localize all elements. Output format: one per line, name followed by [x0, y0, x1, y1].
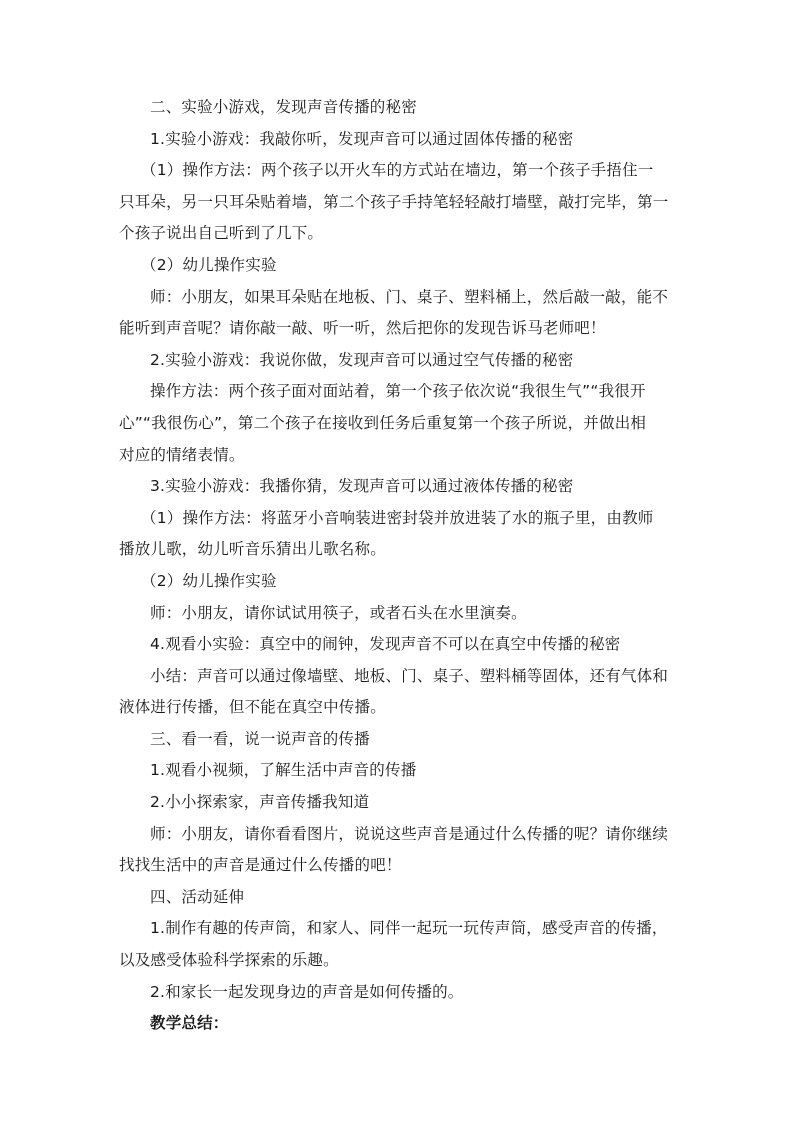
summary-line: 小结：声音可以通过像墙壁、地板、门、桌子、塑料桶等固体，还有气体和 — [150, 666, 669, 685]
paragraph-line: 操作方法：两个孩子面对面站着，第一个孩子依次说“我很生气”“我很开 — [150, 382, 646, 401]
paragraph-line: 找找生活中的声音是通过什么传播的吧！ — [119, 856, 402, 875]
paragraph-line: 师：小朋友，请你试试用筷子，或者石头在水里演奏。 — [150, 603, 527, 622]
paragraph-line: （1）操作方法：两个孩子以开火车的方式站在墙边，第一个孩子手捂住一 — [141, 161, 654, 180]
paragraph-line: 以及感受体验科学探索的乐趣。 — [119, 951, 339, 970]
paragraph-line: （2）幼儿操作实验 — [141, 255, 277, 274]
teaching-summary-heading: 教学总结： — [150, 1014, 229, 1033]
experiment-heading: 1.实验小游戏：我敲你听，发现声音可以通过固体传播的秘密 — [150, 129, 574, 148]
section-heading: 四、活动延伸 — [150, 887, 245, 906]
paragraph-line: 个孩子说出自己听到了几下。 — [119, 224, 324, 243]
experiment-heading: 2.实验小游戏：我说你做，发现声音可以通过空气传播的秘密 — [150, 350, 574, 369]
paragraph-line: 播放儿歌，幼儿听音乐猜出儿歌名称。 — [119, 540, 386, 559]
experiment-heading: 4.观看小实验：真空中的闹钟，发现声音不可以在真空中传播的秘密 — [150, 635, 621, 654]
list-item: 1.观看小视频，了解生活中声音的传播 — [150, 761, 417, 780]
paragraph-line: 对应的情绪表情。 — [119, 445, 245, 464]
paragraph-line: 心”“我很伤心”，第二个孩子在接收到任务后重复第一个孩子所说，并做出相 — [119, 413, 647, 432]
paragraph-line: 师：小朋友，如果耳朵贴在地板、门、桌子、塑料桶上，然后敲一敲，能不 — [150, 287, 669, 306]
list-item: 1.制作有趣的传声筒，和家人、同伴一起玩一玩传声筒，感受声音的传播， — [150, 919, 668, 938]
paragraph-line: 只耳朵，另一只耳朵贴着墙，第二个孩子手持笔轻轻敲打墙壁，敲打完毕，第一 — [119, 192, 669, 211]
paragraph-line: （2）幼儿操作实验 — [141, 571, 277, 590]
section-heading: 三、看一看，说一说声音的传播 — [150, 729, 370, 748]
paragraph-line: 师：小朋友，请你看看图片，说说这些声音是通过什么传播的呢？请你继续 — [150, 824, 669, 843]
list-item: 2.和家长一起发现身边的声音是如何传播的。 — [150, 982, 464, 1001]
document-body — [119, 92, 679, 1040]
summary-line: 液体进行传播，但不能在真空中传播。 — [119, 698, 386, 717]
list-item: 2.小小探索家，声音传播我知道 — [150, 793, 370, 812]
section-heading: 二、实验小游戏，发现声音传播的秘密 — [150, 98, 417, 116]
experiment-heading: 3.实验小游戏：我播你猜，发现声音可以通过液体传播的秘密 — [150, 477, 574, 496]
paragraph-line: 能听到声音呢？请你敲一敲、听一听，然后把你的发现告诉马老师吧！ — [119, 319, 606, 338]
paragraph-line: （1）操作方法：将蓝牙小音响装进密封袋并放进装了水的瓶子里，由教师 — [141, 508, 654, 527]
